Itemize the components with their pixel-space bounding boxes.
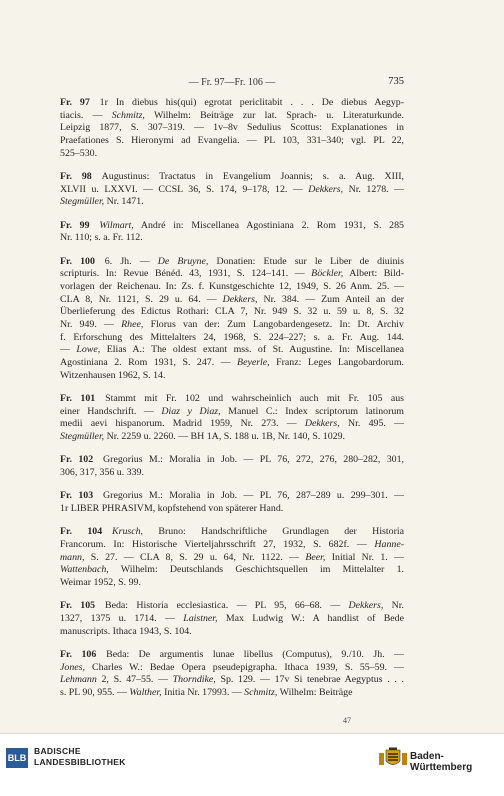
entry-text: CLA 8, Nr. 1121, S. 29 u. 64. — xyxy=(60,293,223,305)
entry-line xyxy=(60,110,404,123)
author-name: Walther, xyxy=(129,686,162,698)
entry-line xyxy=(60,256,404,269)
bibliography-entry xyxy=(60,490,404,515)
entry-line xyxy=(60,122,404,135)
footer-bar xyxy=(0,733,504,796)
entry-text: Wilhelm: Beiträge zur lat. Sprach- u. Literaturkunde. xyxy=(144,109,404,121)
entry-line xyxy=(60,294,404,307)
entry-line xyxy=(60,539,404,552)
entry-text: manuscripts. Ithaca 1943, S. 104. xyxy=(60,625,192,637)
entry-line xyxy=(60,171,404,184)
entry-text: 1r LIBER PHRASIVM, kopfstehend von späterer Hand. xyxy=(60,502,284,514)
bibliography-entry xyxy=(60,97,404,161)
entry-text: s. PL 90, 955. — xyxy=(60,686,130,698)
entry-text: Charles W.: Bedae Opera pseudepigrapha. Ithaca 1939, S. 55–59. — xyxy=(84,661,404,673)
entry-line xyxy=(60,319,404,332)
entry-line xyxy=(60,97,404,110)
entry-line xyxy=(60,649,404,662)
entry-line xyxy=(60,232,404,245)
entry-text: Beda: Historia ecclesiastica. — PL 95, 66–68. — xyxy=(104,600,349,612)
entry-text: Elias A.: The oldest extant mss. of St. Augustine. In: Miscellanea xyxy=(100,344,404,356)
author-name: Wattenbach, xyxy=(60,564,109,576)
entry-text: Praefationes S. Hieronymi ad Evangelia. — PL 103, 331–340; vgl. PL 22, xyxy=(60,135,404,147)
entry-text: Donatien: Etude sur le Liber de diuinis xyxy=(208,255,404,267)
coat-of-arms-icon xyxy=(378,747,408,769)
entry-text: Nr. 2259 u. 2260. — BH 1A, S. 188 u. 1B, Nr. 140, S. 1029. xyxy=(104,431,346,443)
entry-line xyxy=(60,552,404,565)
entry-line xyxy=(60,281,404,294)
entry-line xyxy=(60,613,404,626)
entry-line xyxy=(60,577,404,590)
entry-text: Wilhelm: Deutschlands Geschichtsquellen im Mittelalter 1. xyxy=(108,564,404,576)
entry-text: tiacis. — xyxy=(60,109,112,121)
entry-text: Florus van der: Zum Langobardengesetz. In: Dt. Archiv xyxy=(143,319,404,331)
entry-label: Fr. 103 xyxy=(60,490,94,502)
entry-label: Fr. 105 xyxy=(60,600,96,612)
entry-text: einer Handschrift. — xyxy=(60,405,162,417)
entry-text: Nr. 1471. xyxy=(104,196,144,208)
entry-line xyxy=(60,564,404,577)
page-number: 735 xyxy=(388,76,404,87)
entry-label: Fr. 101 xyxy=(60,393,96,405)
author-name: Laistner, xyxy=(183,612,218,624)
entry-line xyxy=(60,454,404,467)
entry-line xyxy=(60,674,404,687)
author-name: Dekkers, xyxy=(222,293,258,305)
author-name: Wilmart, xyxy=(99,219,134,231)
entry-text: Gregorius M.: Moralia in Job. — PL 76, 287–289 u. 299–301. — xyxy=(103,490,404,502)
entry-text: Initia Nr. 17993. — xyxy=(161,686,245,698)
entry-text: Nr. 384. — Zum Anteil an der xyxy=(257,293,404,305)
entry-text: Weimar 1952, S. 99. xyxy=(60,577,141,588)
entry-label: Fr. 100 xyxy=(60,255,95,267)
author-name: Dekkers, xyxy=(308,183,344,195)
author-name: Diaz y Diaz, xyxy=(161,405,221,417)
author-name: Thorndike, xyxy=(172,674,216,686)
entry-label: Fr. 97 xyxy=(60,97,90,108)
entry-text: Albert: Bild- xyxy=(343,268,404,280)
entry-line xyxy=(60,526,404,539)
entry-text: Bruno: Handschriftliche Grundlagen der Historia xyxy=(143,526,404,538)
entry-line xyxy=(60,431,404,444)
author-name: Dekkers, xyxy=(304,418,340,430)
entry-line xyxy=(60,626,404,639)
entry-text: 6. Jh. — xyxy=(104,255,158,267)
entry-text: Franz: Leges Langobardorum. xyxy=(269,357,404,369)
entry-text: 306, 317, 356 u. 339. xyxy=(60,467,144,479)
entry-text: Beda: De argumentis lunae libellus (Computus), 9./10. Jh. — xyxy=(106,648,404,660)
entry-text: f. Erforschung des Mittelalters 24, 1968, S. 224–227; s. a. Fr. Aug. 144. xyxy=(60,331,404,343)
entry-text: André in: Miscellanea Agostiniana 2. Rom 1931, S. 285 xyxy=(133,219,404,231)
entry-text: Überlieferung des Edictus Rothari: CLA 7, Nr. 949 S. 32 u. 59 u. 8, S. 32 xyxy=(60,306,404,318)
entry-text: S. 27. — CLA 8, S. 29 u. 64, Nr. 1122. — xyxy=(84,551,306,563)
bibliography-entry xyxy=(60,526,404,590)
entry-text: 1327, 1375 u. 1714. — xyxy=(60,612,184,624)
entry-text: Sp. 129. — 17v Si tenebrae Aegyptus . . . xyxy=(215,674,404,686)
author-name: De Bruyne, xyxy=(157,255,209,267)
entry-text: 1r In diebus his(qui) egrotat periclitabit . . . De diebus Aegyp- xyxy=(99,97,404,108)
author-name: Böckler, xyxy=(311,268,344,280)
entry-text: XLVII u. LXXVI. — CCSL 36, S. 174, 9–178, 12. — xyxy=(60,183,309,195)
entry-text: Agostiniana 2. Rom 1931, S. 247. — xyxy=(60,357,238,369)
entry-text: 525–530. xyxy=(60,147,98,159)
entry-text: Nr. 110; s. a. Fr. 112. xyxy=(60,232,143,244)
author-name: Beyerle, xyxy=(237,357,270,369)
author-name: mann, xyxy=(60,551,85,563)
author-name: Krusch, xyxy=(112,526,144,538)
bibliography-entry xyxy=(60,454,404,479)
entry-line xyxy=(60,393,404,406)
entry-line xyxy=(60,662,404,675)
library-name-line2: LANDESBIBLIOTHEK xyxy=(34,756,126,767)
entry-line xyxy=(60,467,404,480)
entry-text: Leipzig 1877, S. 307–319. — 1v–8v Sedulius Scottus: Explanationes in xyxy=(60,122,404,134)
entry-text: Gregorius M.: Moralia in Job. — PL 76, 272, 276, 280–282, 301, xyxy=(103,454,404,466)
entry-line xyxy=(60,418,404,431)
entry-line xyxy=(60,687,404,700)
entry-text: Wilhelm: Beiträge xyxy=(277,686,353,698)
bibliography-entry xyxy=(60,393,404,444)
author-name: Dekkers, xyxy=(348,600,384,612)
running-title: — Fr. 97—Fr. 106 — xyxy=(188,77,276,88)
entry-text: Nr. 949. — xyxy=(60,319,122,331)
entry-label: Fr. 99 xyxy=(60,219,90,231)
entry-text: 2, S. 47–55. — xyxy=(96,674,173,686)
entry-line xyxy=(60,220,404,233)
entry-text: — xyxy=(60,344,77,356)
entry-text: scripturis. In: Revue Bénéd. 43, 1931, S. 124–141. — xyxy=(60,268,312,280)
entry-text: Nr. 1278. — xyxy=(343,183,404,195)
author-name: Stegmüller, xyxy=(60,196,105,208)
library-name-line1: BADISCHE xyxy=(34,746,81,756)
entry-line xyxy=(60,135,404,148)
entry-line xyxy=(60,344,404,357)
entry-label: Fr. 104 xyxy=(60,526,103,538)
entry-line xyxy=(60,503,404,516)
entry-line xyxy=(60,357,404,370)
entry-line xyxy=(60,184,404,197)
bibliography-entry xyxy=(60,256,404,383)
entry-line xyxy=(60,406,404,419)
bibliography-entry xyxy=(60,600,404,638)
entry-text: medii aevi hispanorum. Madrid 1959, Nr. 273. — xyxy=(60,418,305,430)
entry-label: Fr. 102 xyxy=(60,454,94,466)
entry-line xyxy=(60,148,404,161)
author-name: Jones, xyxy=(60,661,85,673)
entry-text: Witzenhausen 1962, S. 14. xyxy=(60,369,166,381)
bibliography-entry xyxy=(60,649,404,700)
library-name[interactable] xyxy=(34,746,126,767)
entry-label: Fr. 106 xyxy=(60,648,97,660)
state-name[interactable]: Baden-Württemberg xyxy=(410,751,473,773)
entry-line xyxy=(60,268,404,281)
entry-text: Nr. 495. — xyxy=(339,418,404,430)
author-name: Schmitz, xyxy=(111,109,145,121)
entry-line xyxy=(60,490,404,503)
blb-logo-icon[interactable]: BLB xyxy=(6,748,28,768)
entry-text: vorlagen der Reichenau. In: Zs. f. Kunstgeschichte 12, 1949, S. 26 Anm. 25. — xyxy=(60,280,404,292)
entry-line xyxy=(60,600,404,613)
entry-text: Manuel C.: Index scriptorum latinorum xyxy=(220,405,404,417)
entry-line xyxy=(60,196,404,209)
bibliography-entry xyxy=(60,220,404,245)
author-name: Schmitz, xyxy=(244,686,278,698)
author-name: Lehmann xyxy=(60,674,97,686)
author-name: Hanne- xyxy=(374,538,404,550)
entry-text: Max Ludwig W.: A handlist of Bede xyxy=(217,612,404,624)
entry-line xyxy=(60,306,404,319)
author-name: Stegmüller, xyxy=(60,431,105,443)
bibliography-entry xyxy=(60,171,404,209)
entry-line xyxy=(60,332,404,345)
entry-text: Nr. xyxy=(383,600,404,612)
entry-text: Initial Nr. 1. — xyxy=(325,551,404,563)
author-name: Lowe, xyxy=(76,344,101,356)
entry-label: Fr. 98 xyxy=(60,171,92,183)
entry-text: Francorum. In: Historische Vierteljahrsschrift 27, 1932, S. 682f. — xyxy=(60,538,375,550)
signature-mark: 47 xyxy=(343,716,351,725)
author-name: Rhee, xyxy=(121,319,144,331)
entry-text: Augustinus: Tractatus in Evangelium Joannis; s. a. Aug. XIII, xyxy=(101,171,404,183)
entry-line xyxy=(60,370,404,383)
bibliography-body xyxy=(60,97,404,710)
entry-text: Stammt mit Fr. 102 und wahrscheinlich auch mit Fr. 105 aus xyxy=(105,393,404,405)
author-name: Beer, xyxy=(305,551,326,563)
